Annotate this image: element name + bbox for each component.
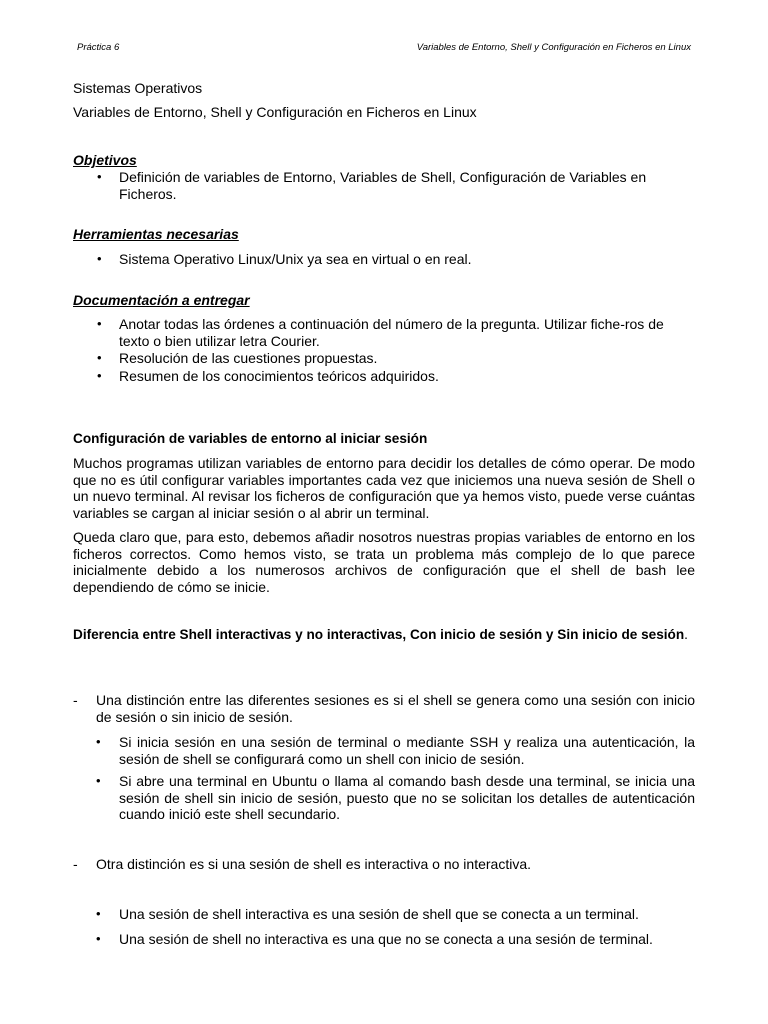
document-title: Variables de Entorno, Shell y Configuración en Ficheros en Linux <box>73 104 477 120</box>
dash-point-2 <box>73 856 695 873</box>
dash-marker: - <box>73 692 78 708</box>
diferencia-heading-text: Diferencia entre Shell interactivas y no interactivas, Con inicio de sesión y Sin inicio de sesión <box>73 627 685 642</box>
bullet-icon: • <box>97 367 102 383</box>
list-item: • Resolución de las cuestiones propuestas. <box>97 350 378 366</box>
objetivos-heading: Objetivos <box>73 152 137 168</box>
dash-point-text: Otra distinción es si una sesión de shell es interactiva o no interactiva. <box>96 856 532 872</box>
bullet-icon: • <box>96 734 101 749</box>
page-header-left: Práctica 6 <box>77 42 120 53</box>
list-item: • Definición de variables de Entorno, Variables de Shell, Configuración de Variables en Ficheros. <box>97 169 647 202</box>
diferencia-heading <box>73 627 695 644</box>
bullet-icon: • <box>96 906 101 921</box>
dash-point-text: Una distinción entre las diferentes sesiones es si el shell se genera como una sesión con inicio de sesión o sin inicio de sesión. <box>96 692 695 725</box>
interactive-sessions-list <box>96 906 695 947</box>
config-paragraph-2: Queda claro que, para esto, debemos añadir nosotros nuestras propias variables de entorno en los ficheros correctos. Como hemos visto, se trata un problema más complejo de lo que parece inicialmente debido a los numerosos archivos de configuración que el shell de bash lee dependiendo de cómo se inicie. <box>73 529 695 595</box>
list-item: • Si abre una terminal en Ubuntu o llama al comando bash desde una terminal, se inicia una sesión de shell sin inicio de sesión, puesto que no se solicitan los detalles de autenticación cuando inició este shell secundario. <box>96 773 695 822</box>
dash-marker: - <box>73 856 78 872</box>
list-item: • Sistema Operativo Linux/Unix ya sea en virtual o en real. <box>97 251 472 267</box>
bullet-icon: • <box>97 251 102 266</box>
bullet-icon: • <box>96 773 101 788</box>
page-header-right: Variables de Entorno, Shell y Configuración en Ficheros en Linux <box>416 42 691 53</box>
bullet-icon: • <box>97 316 102 331</box>
documentacion-heading: Documentación a entregar <box>73 292 250 308</box>
config-heading: Configuración de variables de entorno al iniciar sesión <box>73 431 428 446</box>
config-paragraph-1: Muchos programas utilizan variables de entorno para decidir los detalles de cómo operar. De modo que no es útil configurar variables importantes cada vez que iniciemos una nueva sesión de Shell o un nuevo terminal. Al revisar los ficheros de configuración que ya hemos visto, puede verse cuántas variables se cargan al iniciar sesión o al abrir un terminal. <box>73 455 695 521</box>
list-item: • Anotar todas las órdenes a continuación del número de la pregunta. Utilizar fiche-ros de texto o bien utilizar letra Courier. <box>97 316 664 349</box>
diferencia-heading-period: . <box>684 627 688 642</box>
herramientas-heading: Herramientas necesarias <box>73 226 239 242</box>
bullet-icon: • <box>97 169 102 184</box>
bullet-icon: • <box>96 930 101 946</box>
bullet-icon: • <box>97 350 102 365</box>
subject-line: Sistemas Operativos <box>73 80 203 96</box>
objetivos-list <box>73 169 683 202</box>
list-item: • Si inicia sesión en una sesión de terminal o mediante SSH y realiza una autenticación, la sesión de shell se configurará como un shell con inicio de sesión. <box>96 734 695 767</box>
dash-point-1 <box>73 692 695 725</box>
documentacion-list <box>73 316 683 384</box>
list-item: • Una sesión de shell no interactiva es una que no se conecta a una sesión de terminal. <box>96 930 653 947</box>
list-item: • Una sesión de shell interactiva es una sesión de shell que se conecta a un terminal. <box>96 906 639 922</box>
list-item: • Resumen de los conocimientos teóricos adquiridos. <box>97 367 439 384</box>
login-sessions-list <box>96 734 695 823</box>
herramientas-list <box>73 251 683 268</box>
